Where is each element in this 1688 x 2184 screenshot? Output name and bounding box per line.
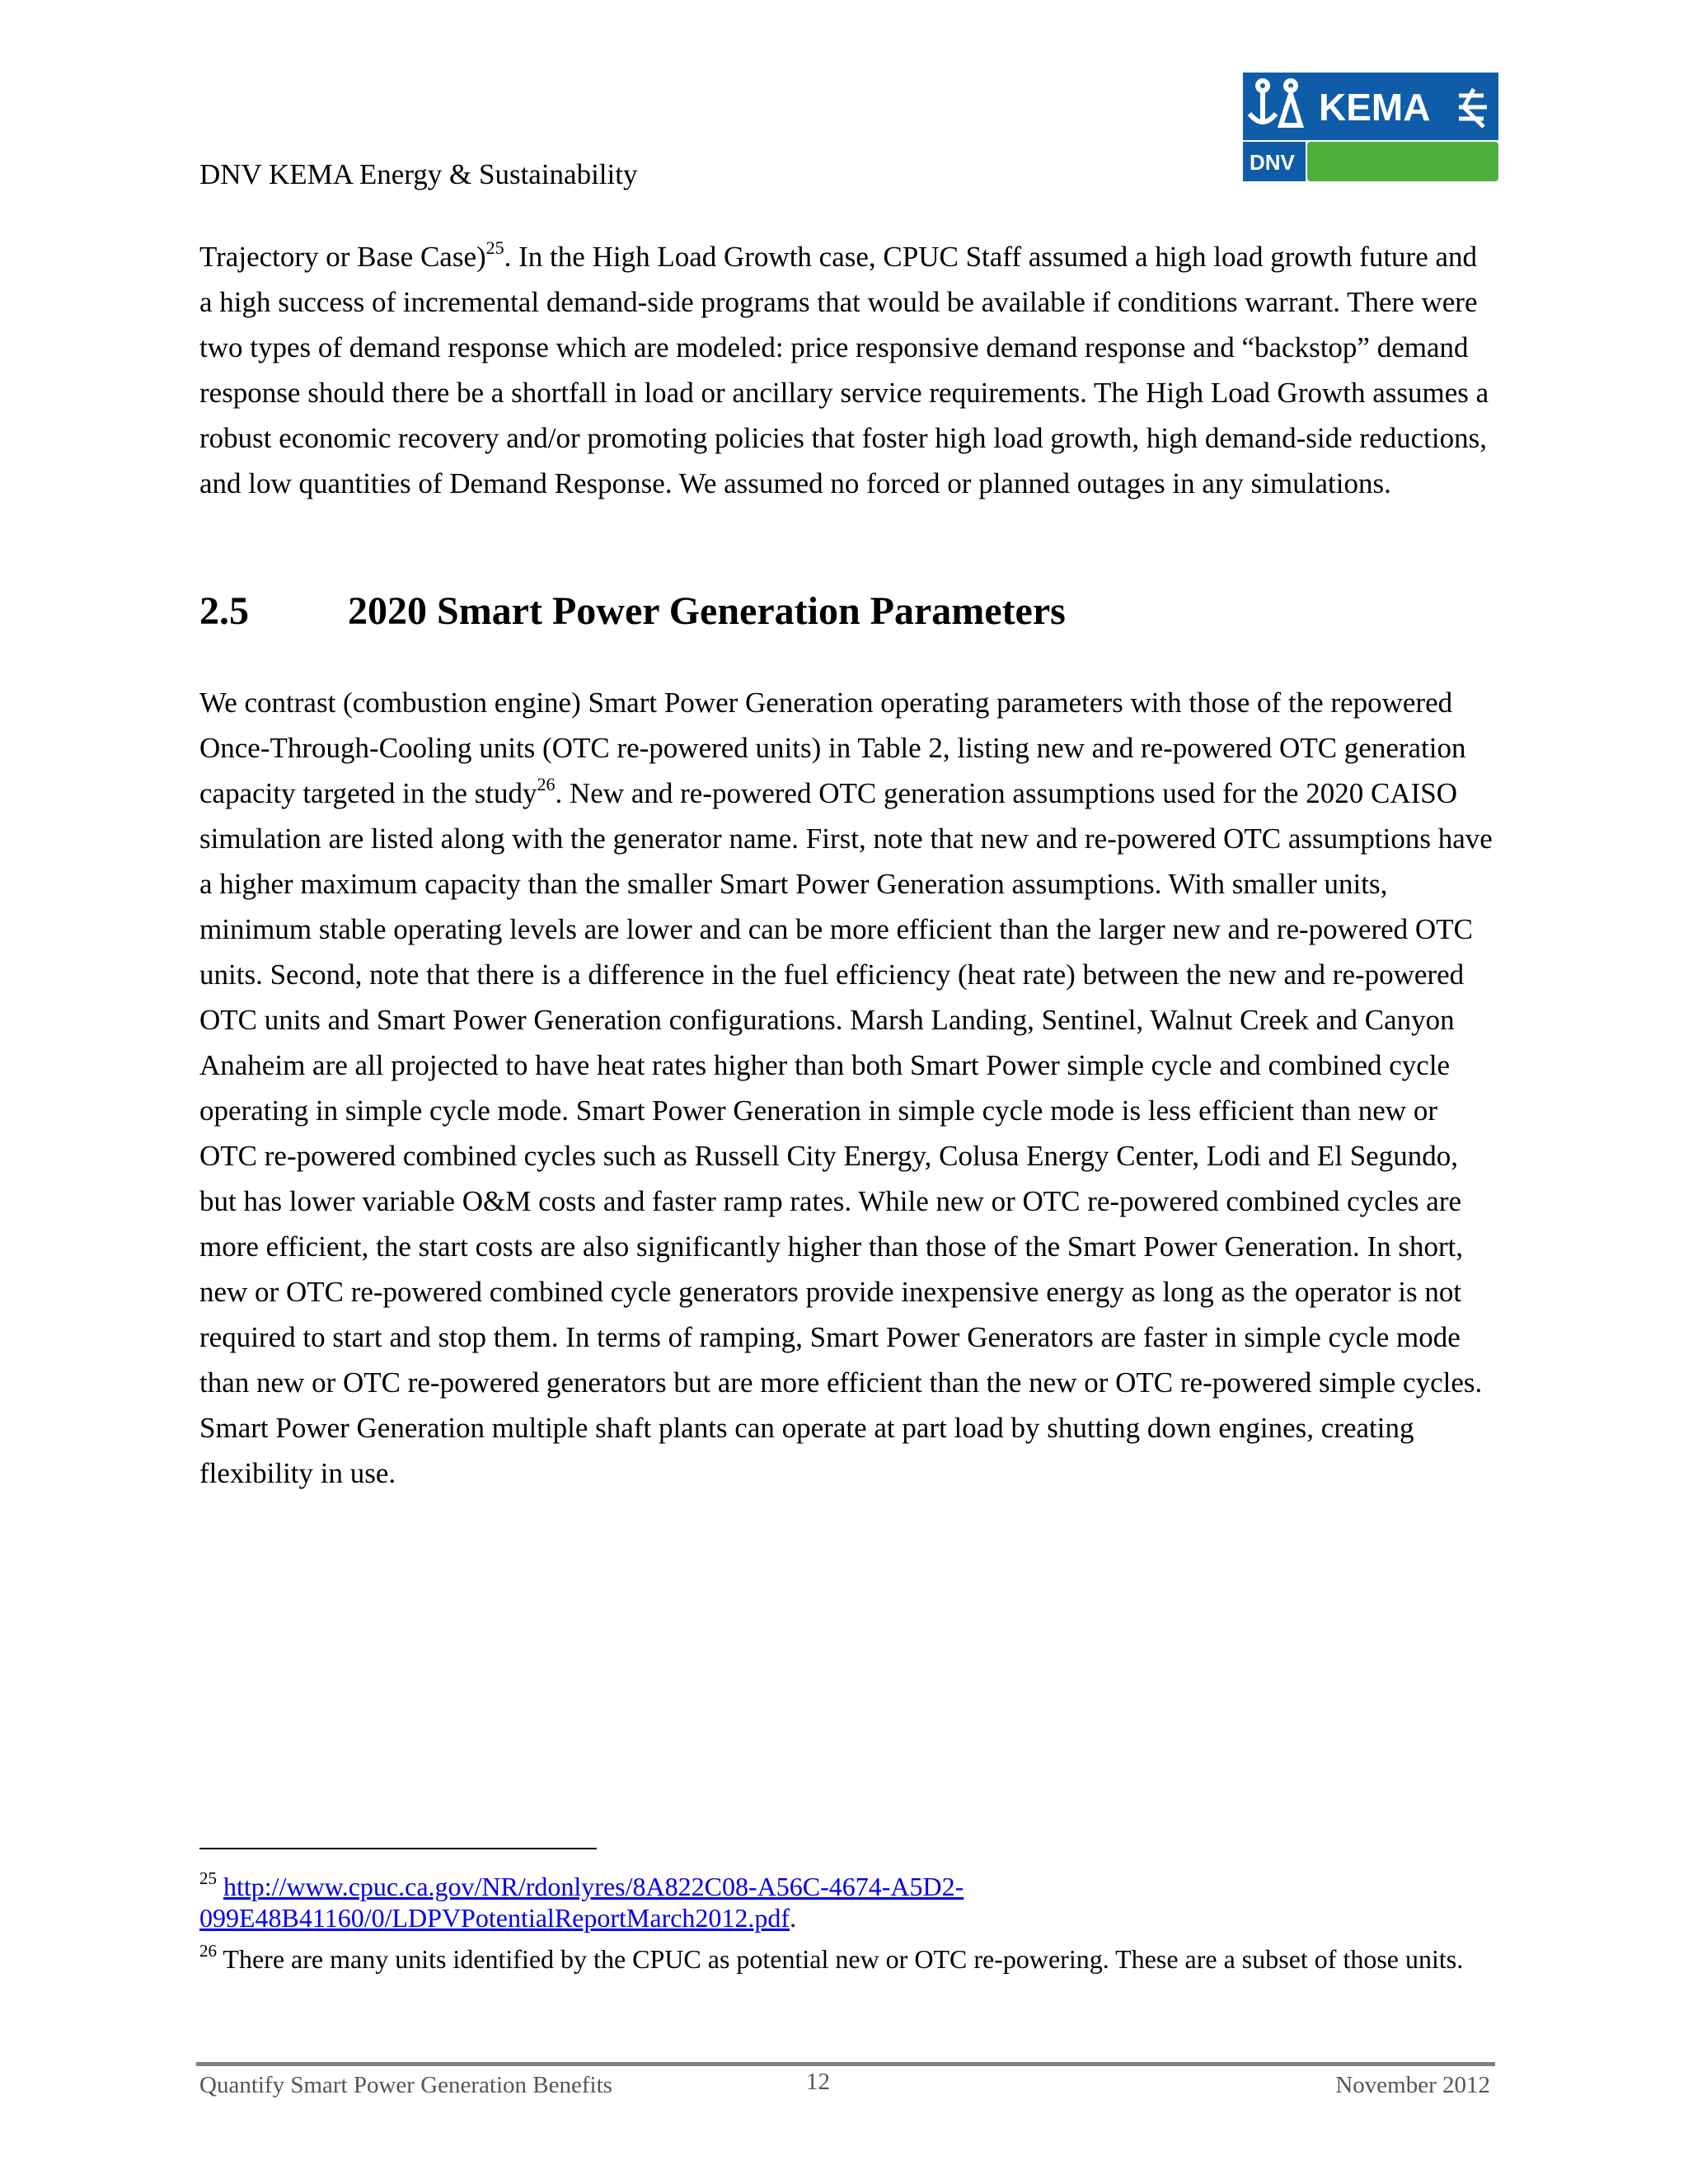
- footnote-ref-25[interactable]: 25: [485, 237, 504, 259]
- logo-brand-text: KEMA: [1319, 86, 1431, 129]
- dnv-kema-logo: [1243, 73, 1498, 181]
- logo-sub-text: DNV: [1250, 150, 1295, 175]
- footnote-number: 26: [199, 1941, 217, 1961]
- footer-title: Quantify Smart Power Generation Benefits: [199, 2072, 612, 2098]
- header-org-name: DNV KEMA Energy & Sustainability: [199, 158, 638, 190]
- paragraph-text: . In the High Load Growth case, CPUC Staff assumed a high load growth future and a high success of incremental demand-side programs that would be available if conditions warrant. There were two types of demand response which are modeled: price responsive demand response and “backstop” demand response should there be a shortfall in load or ancillary service requirements. The High Load Growth assumes a robust economic recovery and/or promoting policies that foster high load growth, high demand-side reductions, and low quantities of Demand Response. We assumed no forced or planned outages in any simulations.: [199, 241, 1489, 499]
- section-number: 2.5: [199, 589, 249, 633]
- footnote-26: [199, 1943, 1493, 1975]
- paragraph-parameters: [199, 680, 1493, 1496]
- footnote-number: 25: [199, 1868, 217, 1889]
- section-title: 2020 Smart Power Generation Parameters: [348, 589, 1066, 633]
- paragraph-text: . New and re-powered OTC generation assumptions used for the 2020 CAISO simulation are listed along with the generator name. First, note that new and re-powered OTC assumptions have a higher maximum capacity than the smaller Smart Power Generation assumptions. With smaller units, minimum stable operating levels are lower and can be more efficient than the larger new and re-powered OTC units. Second, note that there is a difference in the fuel efficiency (heat rate) between the new and re-powered OTC units and Smart Power Generation configurations. Marsh Landing, Sentinel, Walnut Creek and Canyon Anaheim are all projected to have heat rates higher than both Smart Power simple cycle and combined cycle operating in simple cycle mode. Smart Power Generation in simple cycle mode is less efficient than new or OTC re-powered combined cycles such as Russell City Energy, Colusa Energy Center, Lodi and El Segundo, but has lower variable O&M costs and faster ramp rates. While new or OTC re-powered combined cycles are more efficient, the start costs are also significantly higher than those of the Smart Power Generation. In short, new or OTC re-powered combined cycle generators provide inexpensive energy as long as the operator is not required to start and stop them. In terms of ramping, Smart Power Generators are faster in simple cycle mode than new or OTC re-powered generators but are more efficient than the new or OTC re-powered simple cycles. Smart Power Generation multiple shaft plants can operate at part load by shutting down engines, creating flexibility in use.: [199, 777, 1493, 1489]
- footer-date: November 2012: [1335, 2072, 1490, 2098]
- footer-rule: [196, 2062, 1495, 2066]
- footnote-ref-26[interactable]: 26: [537, 774, 556, 795]
- paragraph-text: We contrast (combustion engine) Smart Power Generation operating parameters with those of the repowered Once-Through-Cooling units (OTC re-powered units) in Table 2, listing new and re-powered OTC generation capacity targeted in the study: [199, 687, 1466, 809]
- footnote-text: There are many units identified by the CPUC as potential new or OTC re-powering. These are a subset of those units.: [217, 1944, 1464, 1974]
- footnote-link[interactable]: http://www.cpuc.ca.gov/NR/rdonlyres/8A822C08-A56C-4674-A5D2-099E48B41160/0/LDPVPotentialReportMarch2012.pdf: [199, 1872, 964, 1933]
- footnote-25: [199, 1868, 1493, 1933]
- section-heading: [199, 587, 1066, 636]
- page-number: 12: [806, 2069, 830, 2095]
- footnote-separator: [199, 1848, 597, 1849]
- paragraph-base-case: [199, 234, 1493, 506]
- footnote-punct: .: [790, 1903, 797, 1933]
- paragraph-text: Trajectory or Base Case): [199, 241, 486, 273]
